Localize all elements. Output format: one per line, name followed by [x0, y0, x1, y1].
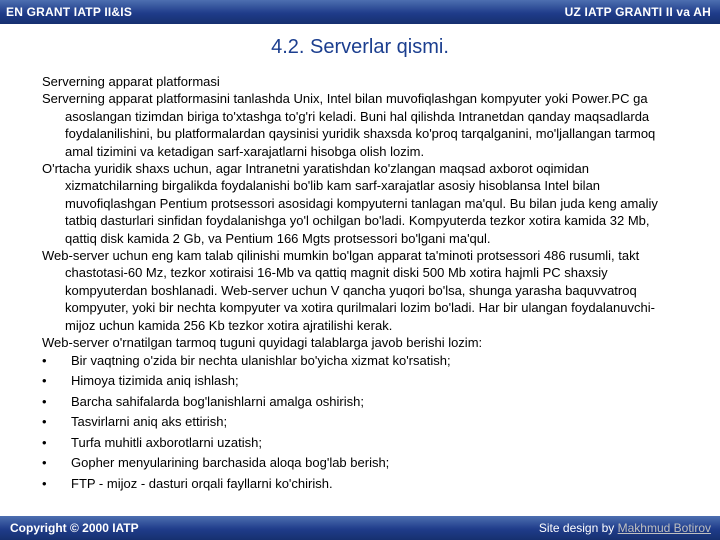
paragraph: Web-server o'rnatilgan tarmoq tuguni quyidagi talablarga javob berishi lozim:: [42, 335, 483, 351]
header-right-label: UZ IATP GRANTI II va AH: [564, 5, 711, 19]
bullet-icon: •: [42, 352, 47, 368]
list-item-text: Barcha sahifalarda bog'lanishlarni amalga oshirish;: [71, 393, 364, 409]
site-design-label: Site design by: [538, 521, 615, 535]
list-item-text: FTP - mijoz - dasturi orqali fayllarni ko'chirish.: [71, 476, 333, 492]
footer-bar: [0, 516, 720, 540]
list-item: [42, 393, 682, 410]
list-item-text: Himoya tizimida aniq ishlash;: [71, 373, 239, 389]
paragraph: Serverning apparat platformasini tanlashda Unix, Intel bilan muvofiqlashgan kompyuter yoki Power.PC ga asoslangan tizimdan biriga to'xtashga to'g'ri keladi. Buni hal qilishda Intranetdan qanday maqsadlarda foydalanilishini, bu platformalardan qaysinisi yuridik shaxsda ko'proq tarqalganini, mo'ljallangan tarmoq amal tizimini va ketadigan sarf-xarajatlarni hisobga olish lozim.: [42, 91, 656, 159]
bullet-icon: •: [42, 393, 47, 409]
header-left-label: EN GRANT IATP II&IS: [6, 5, 133, 19]
list-item-text: Tasvirlarni aniq aks ettirish;: [71, 414, 228, 430]
list-item: [42, 434, 682, 451]
page-title: 4.2. Serverlar qismi.: [271, 36, 449, 58]
list-item-text: Bir vaqtning o'zida bir nechta ulanishlar bo'yicha xizmat ko'rsatish;: [71, 352, 451, 368]
list-item: [42, 372, 682, 389]
paragraph: O'rtacha yuridik shaxs uchun, agar Intranetni yaratishdan ko'zlangan maqsad axborot oqimidan xizmatchilarning birgalikda foydalanishi bo'lib kam sarf-xarajatlar asosiy hisoblansa Intel bilan muvofiqlashgan Pentium protsessori asosidagi kompyuterni tanlagan ma'qul. Bu bilan juda keng amaliy tatbiq dasturlari sinfidan foydalanishga yo'l ochilgan bo'ladi. Kompyuterda tezkor xotira kamida 32 Mb, qattiq disk kamida 2 Gb, va Pentium 166 Mgts protsessori bo'lgani ma'qul.: [42, 161, 658, 246]
list-item: [42, 352, 682, 369]
designer-link[interactable]: Makhmud Botirov: [617, 521, 711, 535]
bullet-icon: •: [42, 434, 47, 450]
bullet-icon: •: [42, 455, 47, 471]
list-item-text: Turfa muhitli axborotlarni uzatish;: [71, 434, 262, 450]
list-item: [42, 454, 682, 471]
bullet-icon: •: [42, 476, 47, 492]
list-item: [42, 475, 682, 492]
list-item: [42, 413, 682, 430]
paragraph: Web-server uchun eng kam talab qilinishi mumkin bo'lgan apparat ta'minoti protsessori 486 rusumli, takt chastotasi-60 Mz, tezkor xotiraisi 16-Mb va qattiq magnit diski 500 Mb xotira hajmli PC shaxsiy kompyuterdan boshlanadi. Web-server uchun V qancha yuqori bo'lsa, shunga yarasha baquvvatroq kompyuter, yoki bir nechta kompyuter va xotira qurilmalari lozim bo'ladi. Har bir ulangan foydalanuvchi-mijoz uchun kamida 256 Kb tezkor xotira ajratilishi kerak.: [42, 248, 655, 333]
requirements-list: [42, 352, 682, 493]
bullet-icon: •: [42, 414, 47, 430]
copyright-text: Copyright © 2000 IATP: [10, 521, 139, 535]
bullet-icon: •: [42, 373, 47, 389]
section-heading: Serverning apparat platformasi: [42, 74, 220, 89]
main-content: [42, 73, 682, 496]
header-bar: [0, 0, 720, 24]
site-design-credit: [539, 521, 711, 535]
list-item-text: Gopher menyularining barchasida aloqa bog'lab berish;: [71, 455, 390, 471]
